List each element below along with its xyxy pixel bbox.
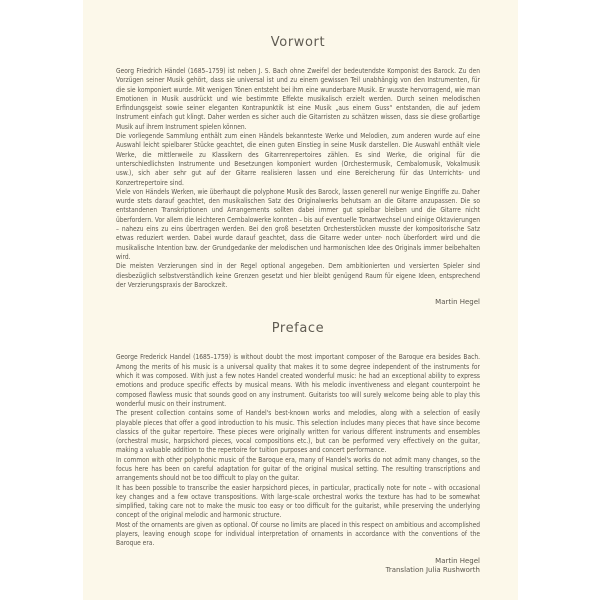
vorwort-title: Vorwort [270,35,326,50]
vorwort-paragraph: Georg Friedrich Händel (1685–1759) ist neben J. S. Bach ohne Zweifel der bedeutendste Komponist des Barock. Zu den Vorzügen seiner Musik gehört, dass sie universal ist und zu einem gewissen Teil unabhängig von den Instrumenten, für die sie komponiert wurde. Mit wenigen Tönen entsteht bei ihm eine wunderbare Musik. Er wusste hervorragend, wie man Emotionen in Musik ausdrückt und wie bestimmte Effekte musikalisch erzielt werden. Durch seinen melodischen Erfindungsgeist sowie seiner eleganten Kontrapunktik ist eine Musik „aus einem Guss“ entstanden, die auf jedem Instrument einfach gut klingt. Daher werden es sicher auch die Gitarristen zu schätzen wissen, dass sie diese großartige Musik auf ihrem Instrument spielen können. [116,67,480,131]
vorwort-body [116,67,480,290]
translation-credit: Translation Julia Rushworth [385,565,480,574]
vorwort-signature: Martin Hegel [435,298,480,307]
preface-paragraph: In common with other polyphonic music of the Baroque era, many of Handel's works do not admit many changes, so the focus here has been on careful adaptation for guitar of the original musical setting. The resulting transcriptions and arrangements should not be too difficult to play on the guitar. [116,455,480,483]
preface-title: Preface [271,321,325,337]
vorwort-paragraph: Die vorliegende Sammlung enthält zum einen Händels bekannteste Werke und Melodien, zum anderen wurde auf eine Auswahl leicht spielbarer Stücke geachtet, die einen guten Einstieg in seine Musik darstellen. Die Auswahl enthält viele Werke, die mittlerweile zu Klassikern des Gitarrenrepertoires zählen. Es sind Werke, die original für die unterschiedlichsten Instrumente und Besetzungen komponiert wurden (Orchestermusik, Cembalomusik, Vokalmusik usw.), sich aber sehr gut auf der Gitarre realisieren lassen und eine Bereicherung für das Unterrichts- und Konzertrepertoire sind. [116,132,480,187]
vorwort-paragraph: Viele von Händels Werken, wie überhaupt die polyphone Musik des Barock, lassen generell nur wenige Eingriffe zu. Daher wurde stets darauf geachtet, den musikalischen Satz des Originalwerks behutsam an die Gitarre anzupassen. Die so entstandenen Transkriptionen und Arrangements sollten dabei immer gut spielbar bleiben und die Gitarre nicht überfordern. Vor allem die leichteren Cembalowerke konnten – bis auf eventuelle Tonartwechsel und einige Oktavierungen – nahezu eins zu eins übertragen werden. Bei den groß besetzten Orchesterstücken musste der kompositorische Satz etwas reduziert werden. Dabei wurde darauf geachtet, dass die Gitarre weder unter- noch überfordert wird und die musikalische Intention bzw. der Grundgedanke der melodischen und harmonischen Idee des Originals immer beibehalten wird. [116,187,480,261]
preface-paragraph: It has been possible to transcribe the easier harpsichord pieces, in particular, practically note for note – with occasional key changes and a few octave transpositions. With large-scale orchestral works the texture has had to be somewhat simplified, taking care not to make the music too easy or too difficult for the guitarist, while preserving the underlying concept of the original melodic and harmonic structure. [116,483,480,520]
preface-signature: Martin Hegel [435,556,480,565]
vorwort-paragraph: Die meisten Verzierungen sind in der Regel optional angegeben. Dem ambitionierten und versierten Spieler sind diesbezüglich selbstverständlich keine Grenzen gesetzt und hier bleibt genügend Raum für eigene Ideen, entsprechend der Verzierungspraxis der Barockzeit. [116,262,480,289]
page-content [116,0,480,575]
preface-body [116,353,480,548]
preface-paragraph: Most of the ornaments are given as optional. Of course no limits are placed in this respect on ambitious and accomplished players, leaving enough scope for individual interpretation of ornaments in accordance with the conventions of the Baroque era. [116,520,480,548]
book-page [83,0,518,600]
preface-paragraph: George Frederick Handel (1685–1759) is without doubt the most important composer of the Baroque era besides Bach. Among the merits of his music is a universal quality that makes it to some degree independent of the instruments for which it was composed. With just a few notes Handel created wonderful music: he had an exceptional ability to express emotions and produce specific effects by musical means. With his melodic inventiveness and elegant counterpoint he composed flawless music that sounds good on any instrument. Guitarists too will surely welcome being able to play this wonderful music on their instrument. [116,353,480,408]
preface-paragraph: The present collection contains some of Handel's best-known works and melodies, along with a selection of easily playable pieces that offer a good introduction to his music. This selection includes many pieces that have since become classics of the guitar repertoire. These pieces were originally written for various different instruments and ensembles (orchestral music, harpsichord pieces, vocal compositions etc.), but can be performed very effectively on the guitar, making a valuable addition to the repertoire for tuition purposes and concert performance. [116,409,480,455]
